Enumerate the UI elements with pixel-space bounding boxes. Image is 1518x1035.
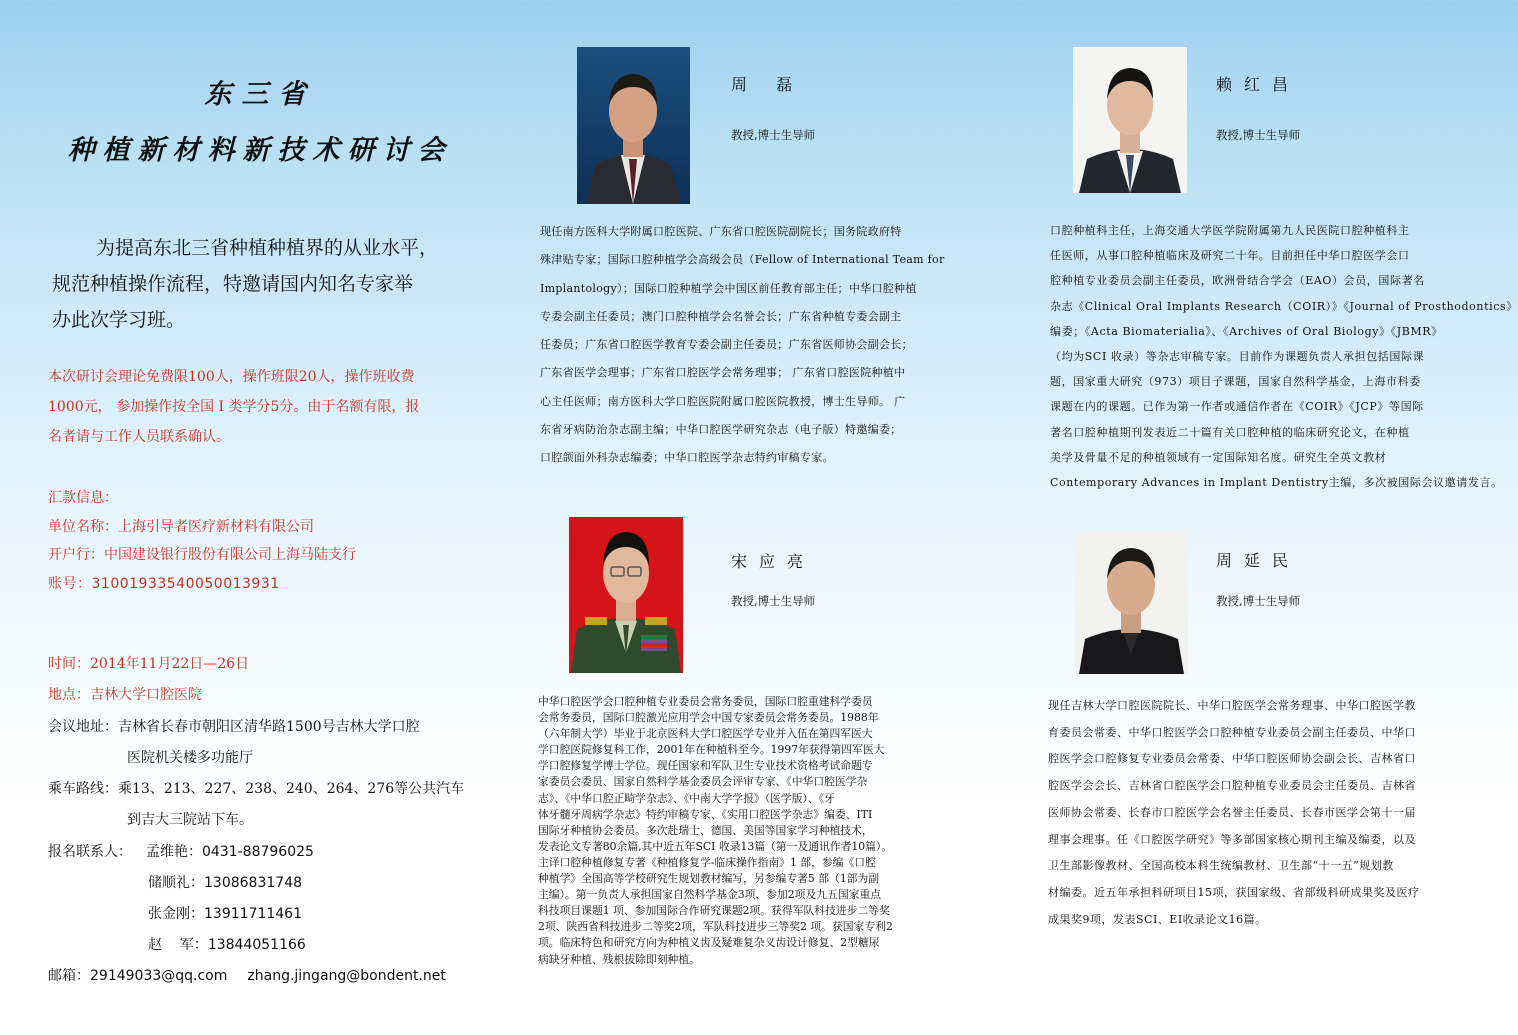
bio-line: 腔种植专业委员会副主任委员，欧洲骨结合学会（EAO）会员，国际著名 (1050, 274, 1425, 288)
bio-line: 理事会理事。任《口腔医学研究》等多部国家核心期刊主编及编委，以及 (1048, 832, 1416, 846)
bio-line: 志》、《中华口腔正畸学杂志》、《中南大学学报》（医学版）、《牙 (538, 791, 835, 805)
expert-bio-song-yingliang (538, 694, 966, 968)
contact-row (48, 841, 314, 861)
bio-line: 2项、陕西省科技进步二等奖2项，军队科技进步三等奖2 项。获国家专利2 (538, 920, 893, 934)
contact-label: 报名联系人： (48, 844, 132, 860)
notice-line: 1000元， 参加操作按全国 Ⅰ 类学分5分。由于名额有限，报 (48, 399, 420, 415)
payment-info (48, 484, 488, 598)
bio-line: Contemporary Advances in Implant Dentistry主编，多次被国际会议邀请发言。 (1050, 476, 1503, 490)
expert-photo-zhou-yanmin (1075, 531, 1188, 674)
notice-line: 名者请与工作人员联系确认。 (48, 429, 230, 445)
email-row (48, 965, 446, 985)
bio-line: 体牙髓牙周病学杂志》特约审稿专家、《实用口腔医学杂志》编委、ITI (538, 807, 873, 821)
registration-notice (48, 362, 488, 452)
bio-line: 任医师，从事口腔种植临床及研究二十年。目前担任中华口腔医学会口 (1050, 249, 1410, 263)
bio-line: 项。临床特色和研究方向为种植义齿及疑难复杂义齿设计修复、2型糖尿 (538, 936, 880, 950)
intro-line: 规范种植操作流程，特邀请国内知名专家举 (52, 273, 414, 295)
bio-line: 课题在内的课题。已作为第一作者或通信作者在《COIR》《JCP》等国际 (1050, 400, 1424, 414)
expert-title: 教授,博士生导师 (1216, 594, 1301, 608)
email-label: 邮箱： (48, 968, 90, 984)
contact-row (148, 934, 306, 954)
route-row (48, 778, 464, 798)
bio-line: （六年制大学）毕业于北京医科大学口腔医学专业并入伍在第四军医大 (538, 727, 873, 741)
expert-name: 周 磊 (731, 75, 805, 94)
bio-line: 专委会副主任委员；澳门口腔种植学会名誉会长；广东省种植专委会副主 (540, 309, 902, 323)
contact-name: 张金刚： (148, 906, 204, 922)
contact-row (148, 872, 302, 892)
intro-line: 办此次学习班。 (52, 309, 186, 331)
bio-line: 腔医学会会长、吉林省口腔医学会口腔种植专业委员会主任委员、吉林省 (1048, 779, 1416, 793)
payment-account: 账号：31001933540050013931 (48, 575, 280, 592)
bio-line: 主译口腔种植修复专著《种植修复学-临床操作指南》1 部，参编《口腔 (538, 855, 876, 869)
contact-phone: 0431-88796025 (202, 844, 314, 860)
expert-photo-zhou-lei (577, 47, 690, 204)
bio-line: 著名口腔种植期刊发表近二十篇有关口腔种植的临床研究论文，在种植 (1050, 425, 1410, 439)
bio-line: 口腔颌面外科杂志编委；中华口腔医学杂志特约审稿专家。 (540, 451, 834, 465)
bio-line: 心主任医师；南方医科大学口腔医院附属口腔医院教授，博士生导师。 广 (540, 394, 906, 408)
payment-heading: 汇款信息： (48, 490, 118, 506)
contact-row (148, 903, 302, 923)
bio-line: 腔医学会口腔修复专业委员会常委、中华口腔医师协会副会长、吉林省口 (1048, 752, 1416, 766)
bio-line: （均为SCI 收录）等杂志审稿专家。目前作为课题负责人承担包括国际课 (1050, 350, 1425, 364)
email-link[interactable]: zhang.jingang@bondent.net (247, 968, 446, 984)
event-time: 时间：2014年11月22日—26日 (48, 656, 250, 672)
bio-line: 卫生部影像教材、全国高校本科生统编教材、卫生部“十一五”规划教 (1048, 859, 1394, 873)
bio-line: 美学及骨量不足的种植领域有一定国际知名度。研究生全英文教材 (1050, 450, 1387, 464)
bio-line: 发表论文专著80余篇,其中近五年SCI 收录13篇（第一及通讯作者10篇）。 (538, 839, 893, 853)
bio-line: 育委员会常委、中华口腔医学会口腔种植专业委员会副主任委员、中华口 (1048, 725, 1416, 739)
expert-name: 周延民 (1216, 551, 1301, 570)
notice-line: 本次研讨会理论免费限100人，操作班限20人，操作班收费 (48, 369, 415, 385)
bio-line: 现任南方医科大学附属口腔医院、广东省口腔医院副院长；国务院政府特 (540, 225, 902, 238)
expert-name: 赖红昌 (1216, 75, 1301, 94)
event-title-line1: 东三省 (204, 79, 316, 110)
address-row (48, 716, 420, 736)
bio-line: 任委员；广东省口腔医学教育专委会副主任委员；广东省医师协会副会长； (540, 338, 913, 352)
email-link[interactable]: 29149033@qq.com (90, 968, 228, 984)
contact-name: 孟维艳： (146, 844, 202, 860)
intro-paragraph (52, 230, 482, 338)
bio-line: 殊津贴专家；国际口腔种植学会高级会员（Fellow of International Team for (540, 253, 945, 267)
bio-line: 会常务委员，国际口腔激光应用学会中国专家委员会常务委员。1988年 (538, 711, 879, 725)
bio-line: 杂志《Clinical Oral Implants Research（COIR）》《Journal of Prosthodontics》 (1050, 299, 1518, 313)
expert-photo-lai-hongchang (1073, 47, 1187, 193)
bio-line: 广东省医学会理事；广东省口腔医学会常务理事； 广东省口腔医院种植中 (540, 366, 906, 380)
bio-line: 编委；《Acta Biomaterialia》、《Archives of Oral Biology》《JBMR》 (1050, 324, 1443, 338)
bio-line: 成果奖9项，发表SCI、EI收录论文16篇。 (1048, 912, 1267, 926)
intro-line: 为提高东北三省种植种植界的从业水平， (96, 237, 439, 259)
event-place: 地点：吉林大学口腔医院 (48, 687, 202, 703)
bio-line: 主编）。第一负责人承担国家自然科学基金3项、参加2项及九五国家重点 (538, 888, 882, 902)
bio-line: 种植学》全国高等学校研究生规划教材编写，另参编专著5 部（1部为副 (538, 872, 880, 886)
bio-line: 材编委。近五年承担科研项目15项，获国家级、省部级科研成果奖及医疗 (1048, 885, 1420, 899)
contact-name: 储顺礼： (148, 875, 204, 891)
payment-bank: 开户行：中国建设银行股份有限公司上海马陆支行 (48, 547, 356, 563)
expert-bio-lai-hongchang (1050, 218, 1518, 495)
contact-phone: 13911711461 (204, 906, 302, 922)
address-label: 会议地址： (48, 719, 118, 735)
bio-line: 家委员会委员、国家自然科学基金委员会评审专家、《中华口腔医学杂 (538, 775, 868, 789)
bio-line: 科技项目课题1 项、参加国际合作研究课题2项。获得军队科技进步二等奖 (538, 904, 890, 918)
bio-line: 中华口腔医学会口腔种植专业委员会常务委员，国际口腔重建科学委员 (538, 695, 873, 708)
expert-title: 教授,博士生导师 (1216, 128, 1301, 142)
route-line2: 到吉大三院站下车。 (127, 812, 253, 828)
bio-line: 学口腔医院修复科工作，2001年在种植科至今。1997年获得第四军医大 (538, 743, 885, 757)
expert-title: 教授,博士生导师 (731, 128, 816, 142)
expert-photo-song-yingliang (569, 517, 683, 673)
bio-line: 东省牙病防治杂志副主编；中华口腔医学研究杂志（电子版）特邀编委； (540, 423, 902, 437)
address-line1: 吉林省长春市朝阳区清华路1500号吉林大学口腔 (118, 719, 420, 735)
route-label: 乘车路线： (48, 781, 118, 797)
contact-phone: 13844051166 (207, 937, 306, 953)
contact-phone: 13086831748 (204, 875, 302, 891)
address-line2: 医院机关楼多功能厅 (127, 750, 253, 766)
route-line1: 乘13、213、227、238、240、264、276等公共汽车 (118, 781, 465, 797)
expert-name: 宋应亮 (731, 552, 816, 571)
bio-line: 医师协会常委、长春市口腔医学会名誉主任委员、长春市医学会第十一届 (1048, 805, 1416, 819)
bio-line: 现任吉林大学口腔医院院长、中华口腔医学会常务理事、中华口腔医学教 (1048, 699, 1416, 712)
bio-line: 国际牙种植协会委员。多次赴瑞士、德国、美国等国家学习种植技术， (538, 823, 873, 837)
payment-unit: 单位名称：上海引导者医疗新材料有限公司 (48, 518, 314, 535)
bio-line: 学口腔修复学博士学位。现任国家和军队卫生专业技术资格考试命题专 (538, 759, 873, 773)
expert-title: 教授,博士生导师 (731, 594, 816, 608)
bio-line: 病缺牙种植、残根拔除即刻种植。 (538, 952, 700, 966)
bio-line: 题，国家重大研究（973）项目子课题，国家自然科学基金，上海市科委 (1050, 375, 1421, 389)
expert-bio-zhou-yanmin (1048, 693, 1472, 933)
contact-name: 赵 军： (148, 937, 208, 953)
bio-line: 口腔种植科主任，上海交通大学医学院附属第九人民医院口腔种植科主 (1050, 224, 1410, 237)
event-title-line2: 种植新材料新技术研讨会 (67, 135, 453, 166)
bio-line: Implantology）；国际口腔种植学会中国区前任教育部主任；中华口腔种植 (540, 281, 917, 295)
expert-bio-zhou-lei (540, 218, 970, 473)
